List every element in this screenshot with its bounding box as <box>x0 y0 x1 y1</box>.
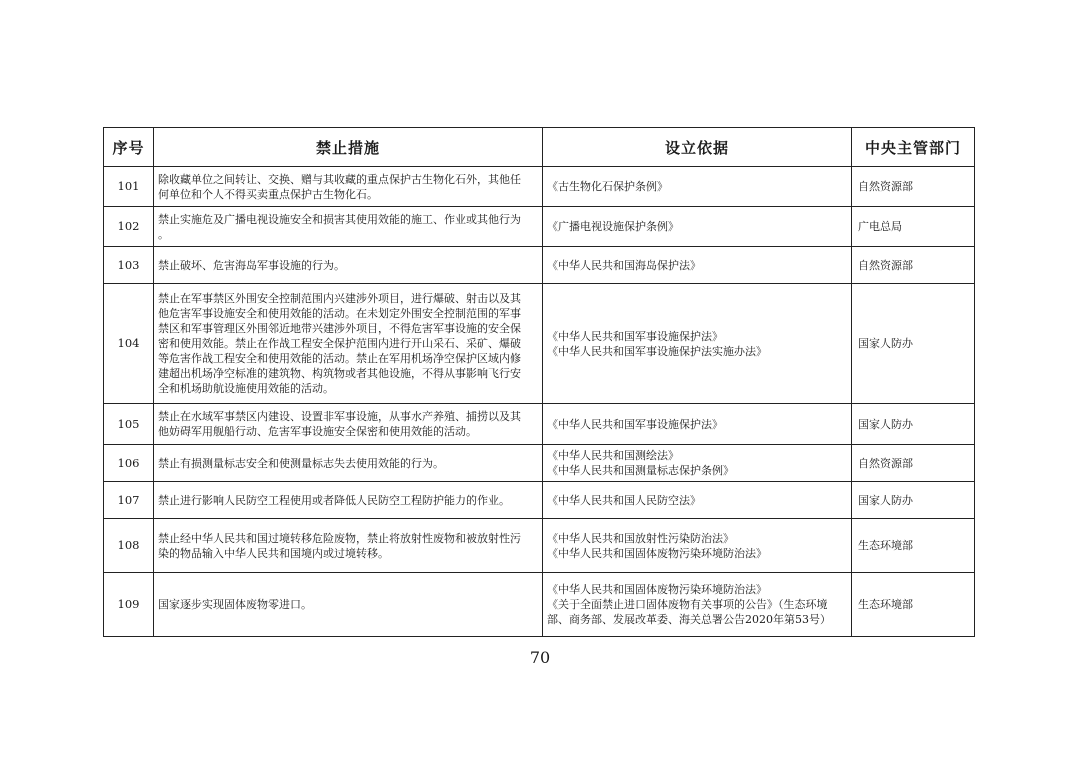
table-row <box>104 167 975 207</box>
prohibition-measure-line: 等危害作战工程安全和使用效能的活动。禁止在军用机场净空保护区域内修 <box>158 352 521 365</box>
legal-basis-line: 部、商务部、发展改革委、海关总署公告2020年第53号） <box>547 613 831 626</box>
prohibition-measure <box>154 284 543 404</box>
prohibition-measure-line: 全和机场助航设施使用效能的活动。 <box>158 382 334 395</box>
row-number: 102 <box>104 207 154 247</box>
row-number: 103 <box>104 247 154 284</box>
legal-basis <box>543 573 852 637</box>
department: 广电总局 <box>852 207 975 247</box>
prohibition-measure-line: 除收藏单位之间转让、交换、赠与其收藏的重点保护古生物化石外，其他任 <box>158 172 521 186</box>
row-number: 106 <box>104 445 154 482</box>
table-row <box>104 482 975 519</box>
legal-basis <box>543 519 852 573</box>
header-num: 序号 <box>104 128 154 167</box>
prohibition-table-container <box>103 127 974 637</box>
prohibition-measure-line: 禁止有损测量标志安全和使测量标志失去使用效能的行为。 <box>158 456 444 470</box>
prohibition-measure <box>154 247 543 284</box>
prohibition-measure <box>154 445 543 482</box>
prohibition-measure-line: 禁止破坏、危害海岛军事设施的行为。 <box>158 258 345 272</box>
table-body <box>104 167 975 637</box>
department: 国家人防办 <box>852 482 975 519</box>
prohibition-measure-line: 他危害军事设施安全和使用效能的活动。在未划定外围安全控制范围的军事 <box>158 307 521 320</box>
row-number: 101 <box>104 167 154 207</box>
department: 国家人防办 <box>852 404 975 445</box>
legal-basis-line: 《中华人民共和国固体废物污染环境防治法》 <box>547 546 767 560</box>
page-number: 70 <box>529 648 551 667</box>
table-row <box>104 519 975 573</box>
legal-basis <box>543 167 852 207</box>
prohibition-measure-line: 密和使用效能。禁止在作战工程安全保护范围内进行开山采石、采矿、爆破 <box>158 337 521 350</box>
prohibition-measure <box>154 519 543 573</box>
legal-basis-line: 《中华人民共和国测绘法》 <box>547 449 679 462</box>
table-row <box>104 284 975 404</box>
prohibition-measure <box>154 573 543 637</box>
prohibition-measure-line: 他妨碍军用舰船行动、危害军事设施安全保密和使用效能的活动。 <box>158 425 477 438</box>
prohibition-measure-line: 禁止实施危及广播电视设施安全和损害其使用效能的施工、作业或其他行为 <box>158 212 521 226</box>
legal-basis-line: 《关于全面禁止进口固体废物有关事项的公告》（生态环境 <box>547 598 828 611</box>
prohibition-measure-line: 禁止经中华人民共和国过境转移危险废物，禁止将放射性废物和被放射性污 <box>158 531 521 545</box>
legal-basis <box>543 482 852 519</box>
table-row <box>104 207 975 247</box>
header-measure: 禁止措施 <box>154 128 543 167</box>
legal-basis <box>543 404 852 445</box>
prohibition-measure-line: 。 <box>158 227 169 241</box>
department: 自然资源部 <box>852 167 975 207</box>
legal-basis-line: 《中华人民共和国放射性污染防治法》 <box>547 531 734 545</box>
department: 国家人防办 <box>852 284 975 404</box>
prohibition-measure <box>154 207 543 247</box>
legal-basis-line: 《中华人民共和国海岛保护法》 <box>547 258 701 272</box>
legal-basis-line: 《广播电视设施保护条例》 <box>547 220 679 233</box>
legal-basis <box>543 284 852 404</box>
header-basis: 设立依据 <box>543 128 852 167</box>
prohibition-measure-line: 染的物品输入中华人民共和国境内或过境转移。 <box>158 546 389 560</box>
table-row <box>104 573 975 637</box>
prohibition-measure <box>154 167 543 207</box>
prohibition-measure-line: 何单位和个人不得买卖重点保护古生物化石。 <box>158 187 378 201</box>
legal-basis <box>543 207 852 247</box>
row-number: 104 <box>104 284 154 404</box>
legal-basis-line: 《中华人民共和国固体废物污染环境防治法》 <box>547 583 767 596</box>
table-row <box>104 404 975 445</box>
prohibition-measure-line: 禁区和军事管理区外围邻近地带兴建涉外项目，不得危害军事设施的安全保 <box>158 322 521 335</box>
table-row <box>104 247 975 284</box>
prohibition-measure-line: 建超出机场净空标准的建筑物、构筑物或者其他设施，不得从事影响飞行安 <box>158 367 521 380</box>
table-row <box>104 445 975 482</box>
department: 自然资源部 <box>852 445 975 482</box>
row-number: 109 <box>104 573 154 637</box>
prohibition-measure <box>154 404 543 445</box>
header-dept: 中央主管部门 <box>852 128 975 167</box>
department: 自然资源部 <box>852 247 975 284</box>
legal-basis-line: 《中华人民共和国军事设施保护法》 <box>547 329 723 343</box>
legal-basis <box>543 247 852 284</box>
legal-basis-line: 《古生物化石保护条例》 <box>547 180 668 193</box>
legal-basis <box>543 445 852 482</box>
row-number: 107 <box>104 482 154 519</box>
prohibition-measure-line: 禁止在军事禁区外围安全控制范围内兴建涉外项目，进行爆破、射击以及其 <box>158 292 521 305</box>
legal-basis-line: 《中华人民共和国人民防空法》 <box>547 493 701 507</box>
row-number: 108 <box>104 519 154 573</box>
prohibition-measure-line: 禁止在水域军事禁区内建设、设置非军事设施，从事水产养殖、捕捞以及其 <box>158 410 521 423</box>
row-number: 105 <box>104 404 154 445</box>
legal-basis-line: 《中华人民共和国军事设施保护法实施办法》 <box>547 344 767 358</box>
prohibition-measure-line: 禁止进行影响人民防空工程使用或者降低人民防空工程防护能力的作业。 <box>158 493 510 507</box>
table-header-row <box>104 128 975 167</box>
legal-basis-line: 《中华人民共和国测量标志保护条例》 <box>547 464 734 477</box>
prohibition-table <box>103 127 975 637</box>
legal-basis-line: 《中华人民共和国军事设施保护法》 <box>547 417 723 431</box>
department: 生态环境部 <box>852 519 975 573</box>
prohibition-measure <box>154 482 543 519</box>
department: 生态环境部 <box>852 573 975 637</box>
prohibition-measure-line: 国家逐步实现固体废物零进口。 <box>158 598 312 611</box>
